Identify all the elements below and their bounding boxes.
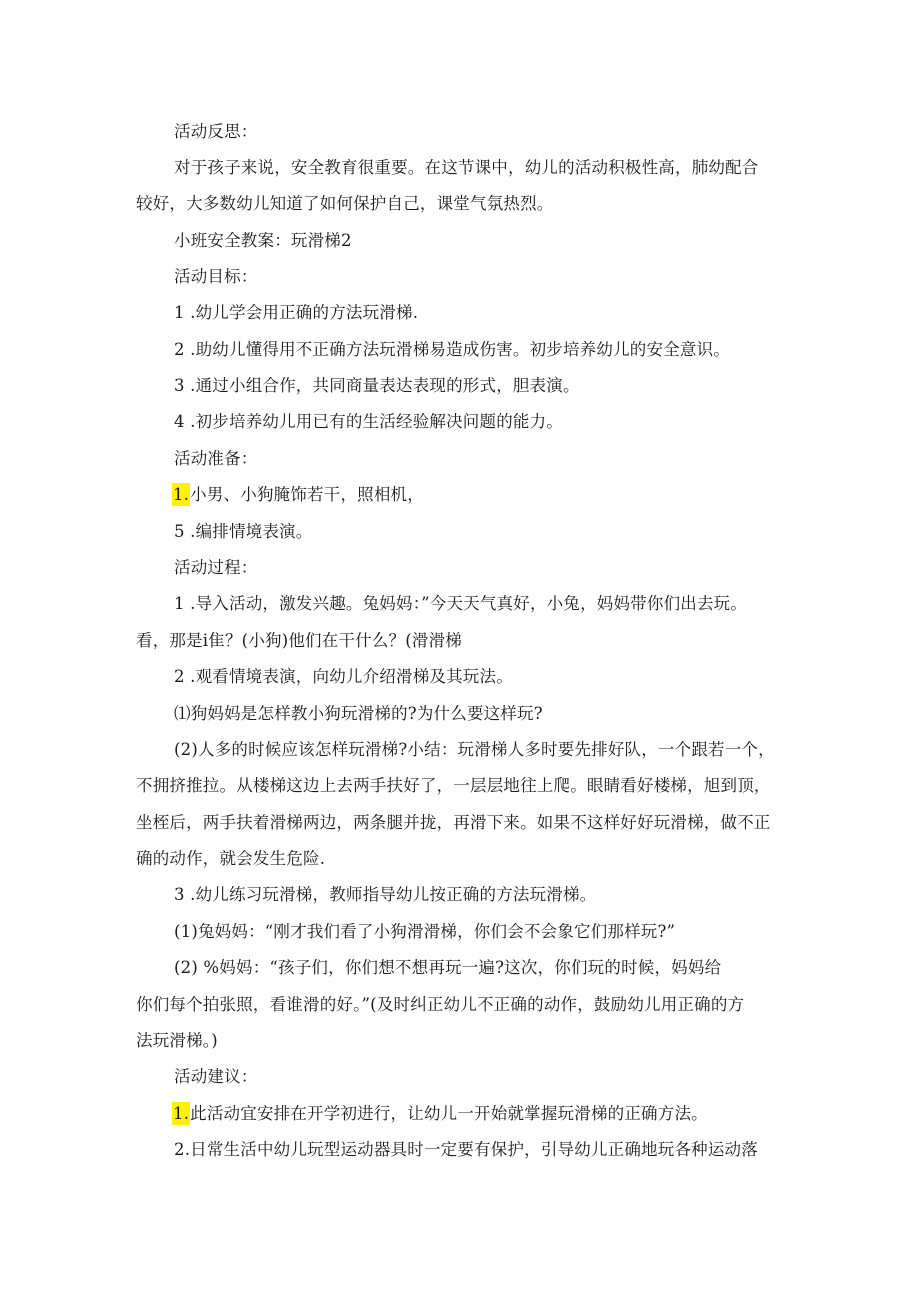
highlighted-list-number: 1. bbox=[173, 485, 190, 504]
list-item: 2 .助幼儿懂得用不正确方法玩滑梯易造成伤害。初步培养幼儿的安全意识。 bbox=[174, 340, 730, 359]
paragraph-line: 对于孩子来说，安全教育很重要。在这节课中，幼儿的活动积极性高，肺幼配合 bbox=[174, 158, 759, 177]
heading-activity-preparation: 活动准备： bbox=[174, 449, 258, 468]
lesson-title: 小班安全教案：玩滑梯2 bbox=[174, 231, 352, 250]
sub-item: (1)兔妈妈：“刚才我们看了小狗滑滑梯，你们会不会象它们那样玩?” bbox=[174, 922, 676, 941]
sub-item: (2)人多的时候应该怎样玩滑梯?小结：玩滑梯人多时要先排好队，一个跟若一个， bbox=[174, 740, 775, 759]
list-item bbox=[172, 1102, 708, 1126]
heading-activity-reflection: 活动反思： bbox=[174, 122, 258, 141]
list-item: 1 .导入活动，激发兴趣。兔妈妈：”今天天气真好，小兔，妈妈带你们出去玩。 bbox=[174, 594, 748, 613]
list-item: 2 .观看情境表演，向幼儿介绍滑梯及其玩法。 bbox=[174, 667, 513, 686]
sub-item: (2) %妈妈：“孩子们，你们想不想再玩一遍?这次，你们玩的时候，妈妈给 bbox=[174, 958, 722, 977]
highlighted-list-number: 1. bbox=[173, 1104, 190, 1123]
paragraph-line: 法玩滑梯。) bbox=[136, 1031, 218, 1050]
paragraph-line: 坐桎后，两手扶着滑梯两边，两条腿并拢，再滑下来。如果不这样好好玩滑梯，做不正 bbox=[136, 813, 771, 832]
paragraph-line: 较好，大多数幼儿知道了如何保护自己，课堂气氛热烈。 bbox=[136, 194, 554, 213]
paragraph-line: 不拥挤推拉。从楼梯这边上去两手扶好了，一层层地往上爬。眼睛看好楼梯，旭到顶， bbox=[136, 776, 771, 795]
paragraph-line: 看，那是i隹？(小狗)他们在干什么？(滑滑梯 bbox=[136, 631, 462, 650]
heading-activity-goals: 活动目标： bbox=[174, 267, 258, 286]
sub-item: ⑴狗妈妈是怎样教小狗玩滑梯的?为什么要这样玩? bbox=[174, 704, 543, 723]
paragraph-line: 确的动作，就会发生危险. bbox=[136, 849, 326, 868]
list-item-text: 此活动宜安排在开学初进行，让幼儿一开始就掌握玩滑梯的正确方法。 bbox=[190, 1104, 708, 1123]
heading-activity-suggestions: 活动建议： bbox=[174, 1067, 258, 1086]
list-item: 4 .初步培养幼儿用已有的生活经验解决问题的能力。 bbox=[174, 412, 563, 431]
heading-activity-process: 活动过程： bbox=[174, 558, 258, 577]
list-item: 1 .幼儿学会用正确的方法玩滑梯. bbox=[174, 303, 419, 322]
list-item bbox=[172, 483, 424, 507]
list-item: 2.日常生活中幼儿玩型运动器具时一定要有保护，引导幼儿正确地玩各种运动落 bbox=[174, 1140, 758, 1159]
paragraph-line: 你们每个拍张照，看谁滑的好。”(及时纠正幼儿不正确的动作，鼓励幼儿用正确的方 bbox=[136, 995, 745, 1014]
list-item: 3 .通过小组合作，共同商量表达表现的形式，胆表演。 bbox=[174, 376, 580, 395]
list-item-text: 小男、小狗腌饰若干，照相机， bbox=[190, 485, 424, 504]
list-item: 5 .编排情境表演。 bbox=[174, 522, 313, 541]
list-item: 3 .幼儿练习玩滑梯，教师指导幼儿按正确的方法玩滑梯。 bbox=[174, 885, 597, 904]
